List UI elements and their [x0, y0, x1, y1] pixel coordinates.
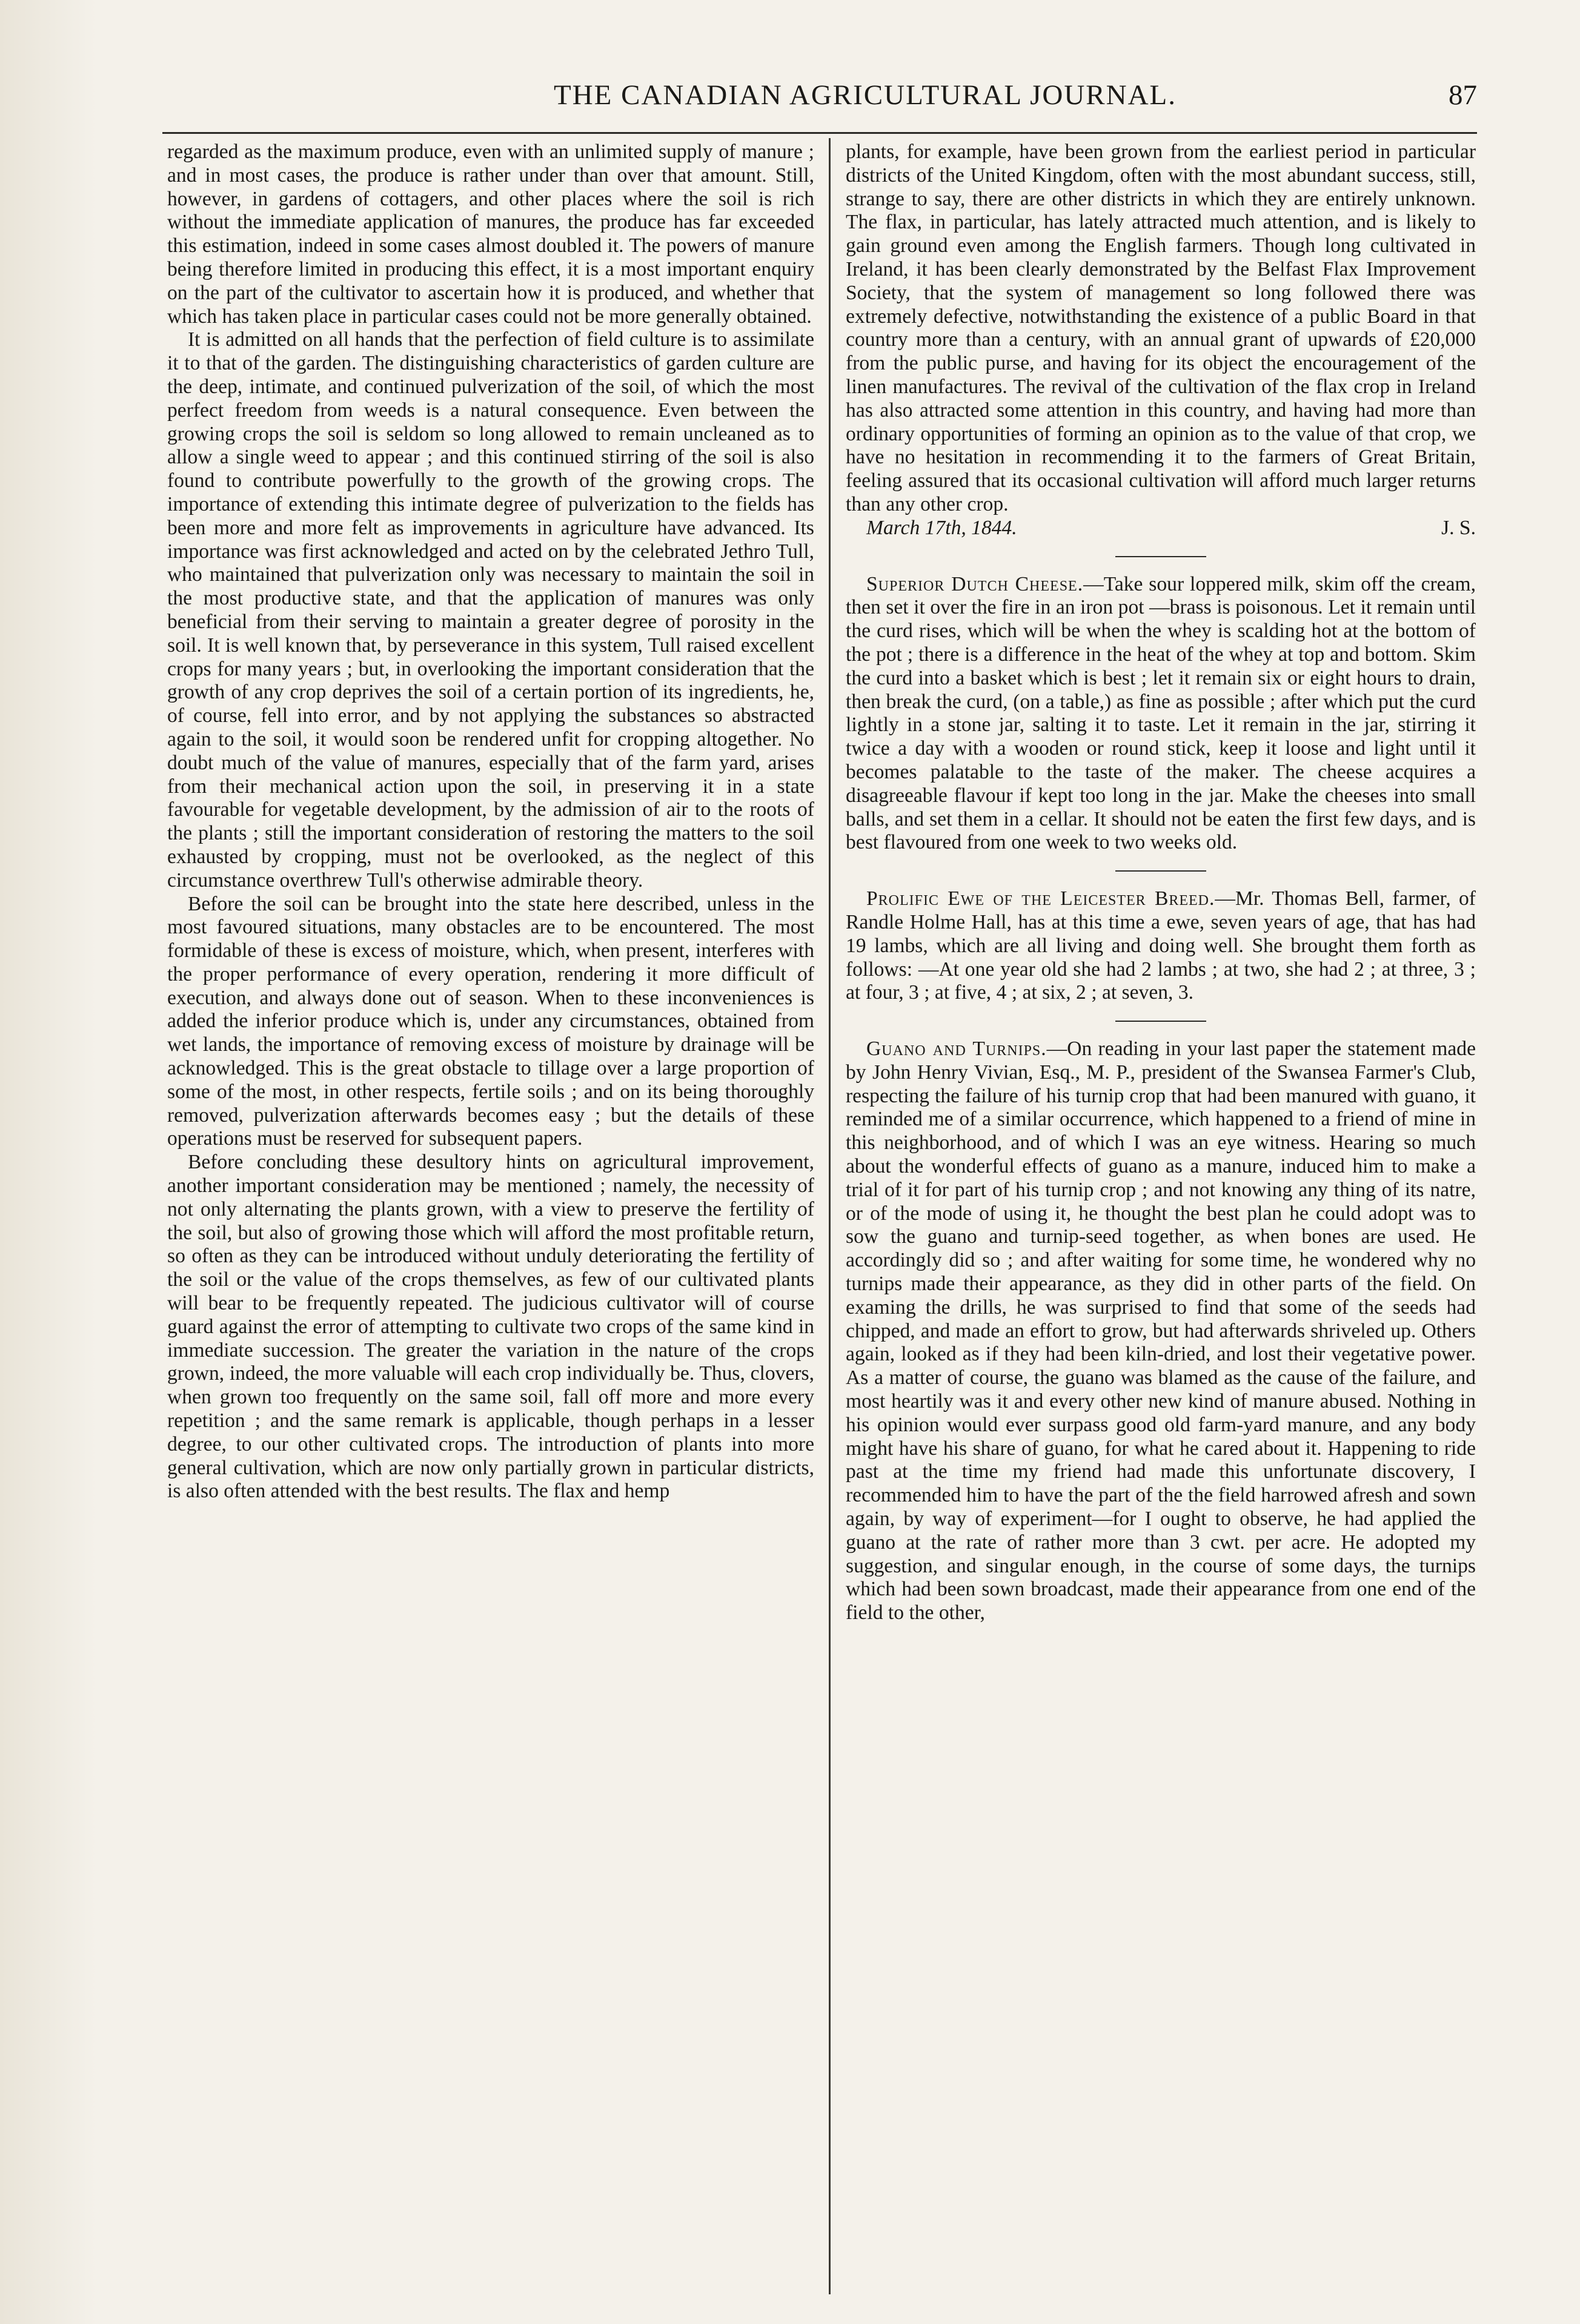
article-body: —On reading in your last paper the statement made by John Henry Vivian, Esq., M. P., president of the Swansea Farmer's Club, respecting the failure of his turnip crop that had been manured with guano, it reminded me of a similar occurrence, which happened to a friend of mine in this neighborhood, and of which I was an eye witness. Hearing so much about the wonderful effects of guano as a manure, induced him to make a trial of it for part of his turnip crop ; and not knowing any thing of its natre, or of the mode of using it, he thought the best plan he could adopt was to sow the guano and turnip-seed together, as when bones are used. He accordingly did so ; and after waiting for some time, he wondered why no turnips made their appearance, as they did in other parts of the field. On examing the drills, he was surprised to find that some of the seeds had chipped, and made an effort to grow, but had afterwards shriveled up. Others again, looked as if they had been kiln-dried, and lost their vegetative power. As a matter of course, the guano was blamed as the cause of the failure, and most heartily was it and every other new kind of manure abused. Nothing in his opinion would ever surpass good old farm-yard manure, and any body might have his share of guano, for what he cared about it. Happening to ride past at the time my friend had made this unfortunate discovery, I recommended him to have the part of the the field harrowed afresh and sown again, by way of experiment—for I ought to observe, he had applied the guano at the rate of rather more than 3 cwt. per acre. He adopted my suggestion, and singular enough, in the course of some days, the turnips which had been sown broadcast, made their appearance from one end of the field to the other,: [846, 1038, 1476, 1624]
scan-margin: [0, 0, 97, 2324]
signoff: [846, 517, 1476, 540]
article-body: —Take sour loppered milk, skim off the cream, then set it over the fire in an iron pot —brass is poisonous. Let it remain until the curd rises, which will be when the whey is scalding hot at the bottom of the pot ; there is a difference in the heat of the whey at top and bottom. Skim the curd into a basket which is best ; let it remain six or eight hours to drain, then break the curd, (on a table,) as fine as possible ; after which put the curd lightly in a stone jar, salting it to taste. Let it remain in the jar, stirring it twice a day with a wooden or round stick, keep it loose and light until it becomes palatable to the taste of the maker. The cheese acquires a disagreeable flavour if kept too long in the jar. Make the cheeses into small balls, and set them in a cellar. It should not be eaten the first few days, and is best flavoured from one week to two weeks old.: [846, 572, 1476, 854]
article-guano: [846, 1038, 1476, 1625]
right-column: [846, 141, 1476, 2297]
paragraph: Before concluding these desultory hints on agricultural improvement, another important consideration may be mentioned ; namely, the necessity of not only alternating the plants grown, with a view to preserve the fertility of the soil, but also of growing those which will afford the most profitable return, so often as they can be introduced without unduly deteriorating the fertility of the soil or the value of the crops themselves, as few of our cultivated plants will bear to be frequently repeated. The judicious cultivator will of course guard against the error of attempting to cultivate two crops of the same kind in immediate succession. The greater the variation in the nature of the crops grown, indeed, the more valuable will each crop individually be. Thus, clovers, when grown too frequently on the same soil, fall off more and more every repetition ; and the same remark is applicable, though perhaps in a lesser degree, to our other cultivated crops. The introduction of plants into more general cultivation, which are now only partially grown in particular districts, is also often attended with the best results. The flax and hemp: [167, 1151, 814, 1503]
article-ewe: [846, 887, 1476, 1005]
left-column: [167, 141, 814, 2297]
article-cheese: [846, 573, 1476, 855]
running-head: THE CANADIAN AGRICULTURAL JOURNAL.: [553, 79, 1177, 111]
paragraph: regarded as the maximum produce, even with an unlimited supply of manure ; and in most cases, the produce is rather under than over that amount. Still, however, in gardens of cottagers, and other places where the soil is rich without the immediate application of manures, the produce has far exceeded this estimation, indeed in some cases almost doubled it. The powers of manure being therefore limited in producing this effect, it is a most important enquiry on the part of the cultivator to ascertain how it is produced, and whether that which has taken place in particular cases could not be more generally obtained.: [167, 141, 814, 328]
section-rule: [1115, 1021, 1206, 1022]
article-title: Prolific Ewe of the Leicester Breed.: [866, 887, 1215, 910]
paragraph: plants, for example, have been grown from the earliest period in particular districts of the United Kingdom, often with the most abundant success, still, strange to say, there are other districts in which they are entirely unknown. The flax, in particular, has lately attracted much attention, and is likely to gain ground even among the English farmers. Though long cultivated in Ireland, it has been clearly demonstrated by the Belfast Flax Improvement Society, that the system of management so long followed there was extremely defective, notwithstanding the existence of a public Board in that country more than a century, with an annual grant of upwards of £20,000 from the public purse, and having for its object the encouragement of the linen manufactures. The revival of the cultivation of the flax crop in Ireland has also attracted some attention in this country, and having had more than ordinary opportunities of forming an opinion as to the value of that crop, we have no hesitation in recommending it to the farmers of Great Britain, feeling assured that its occasional cultivation will afford much larger returns than any other crop.: [846, 141, 1476, 515]
paragraph: It is admitted on all hands that the perfection of field culture is to assimilate it to that of the garden. The distinguishing characteristics of garden culture are the deep, intimate, and continued pulverization of the soil, of which the most perfect freedom from weeds is a natural consequence. Even between the growing crops the soil is seldom so long allowed to remain uncleaned as to allow a single weed to appear ; and this continued stirring of the soil is also found to contribute powerfully to the growth of the growing crops. The importance of extending this intimate degree of pulverization to the fields has been more and more felt as improvements in agriculture have advanced. Its importance was first acknowledged and acted on by the celebrated Jethro Tull, who maintained that pulverization only was necessary to maintain the soil in the most productive state, and that the application of manures was only beneficial from their serving to maintain a greater degree of porosity in the soil. It is well known that, by perseverance in this system, Tull raised excellent crops for many years ; but, in overlooking the important consideration that the growth of any crop deprives the soil of a certain portion of its ingredients, he, of course, fell into error, and by not applying the substances so abstracted again to the soil, it would soon be rendered unfit for cropping altogether. No doubt much of the value of manures, especially that of the farm yard, arises from their mechanical action upon the soil, in preserving it in a state favourable for vegetable development, by the admission of air to the roots of the plants ; still the important consideration of restoring the matters to the soil exhausted by cropping, must not be overlooked, as the neglect of this circumstance overthrew Tull's otherwise admirable theory.: [167, 328, 814, 892]
signature: J. S.: [1441, 516, 1476, 539]
article-title: Guano and Turnips.: [866, 1038, 1047, 1061]
article-title: Superior Dutch Cheese.: [866, 572, 1084, 595]
paragraph: Before the soil can be brought into the state here described, unless in the most favoured situations, many obstacles are to be encountered. The most formidable of these is excess of moisture, which, when present, interferes with the proper performance of every operation, rendering it more difficult of execution, and always done out of season. When to these inconveniences is added the inferior produce which is, under any circumstances, obtained from wet lands, the importance of removing excess of moisture by drainage will be acknowledged. This is the great obstacle to tillage over a large proportion of some of the most, in other respects, fertile soils ; and on its being thoroughly removed, pulverization afterwards becomes easy ; but the details of these operations must be reserved for subsequent papers.: [167, 892, 814, 1150]
header-rule: [162, 132, 1477, 134]
column-divider: [829, 138, 831, 2294]
page-number: 87: [1449, 79, 1477, 111]
section-rule: [1115, 556, 1206, 557]
page-header: [162, 79, 1477, 127]
section-rule: [1115, 870, 1206, 872]
dateline: March 17th, 1844.: [866, 516, 1017, 539]
article-body: —Mr. Thomas Bell, farmer, of Randle Holme Hall, has at this time a ewe, seven years of age, that has had 19 lambs, which are all living and doing well. She brought them forth as follows: —At one year old she had 2 lambs ; at two, she had 2 ; at three, 3 ; at four, 3 ; at five, 4 ; at six, 2 ; at seven, 3.: [846, 887, 1476, 1004]
